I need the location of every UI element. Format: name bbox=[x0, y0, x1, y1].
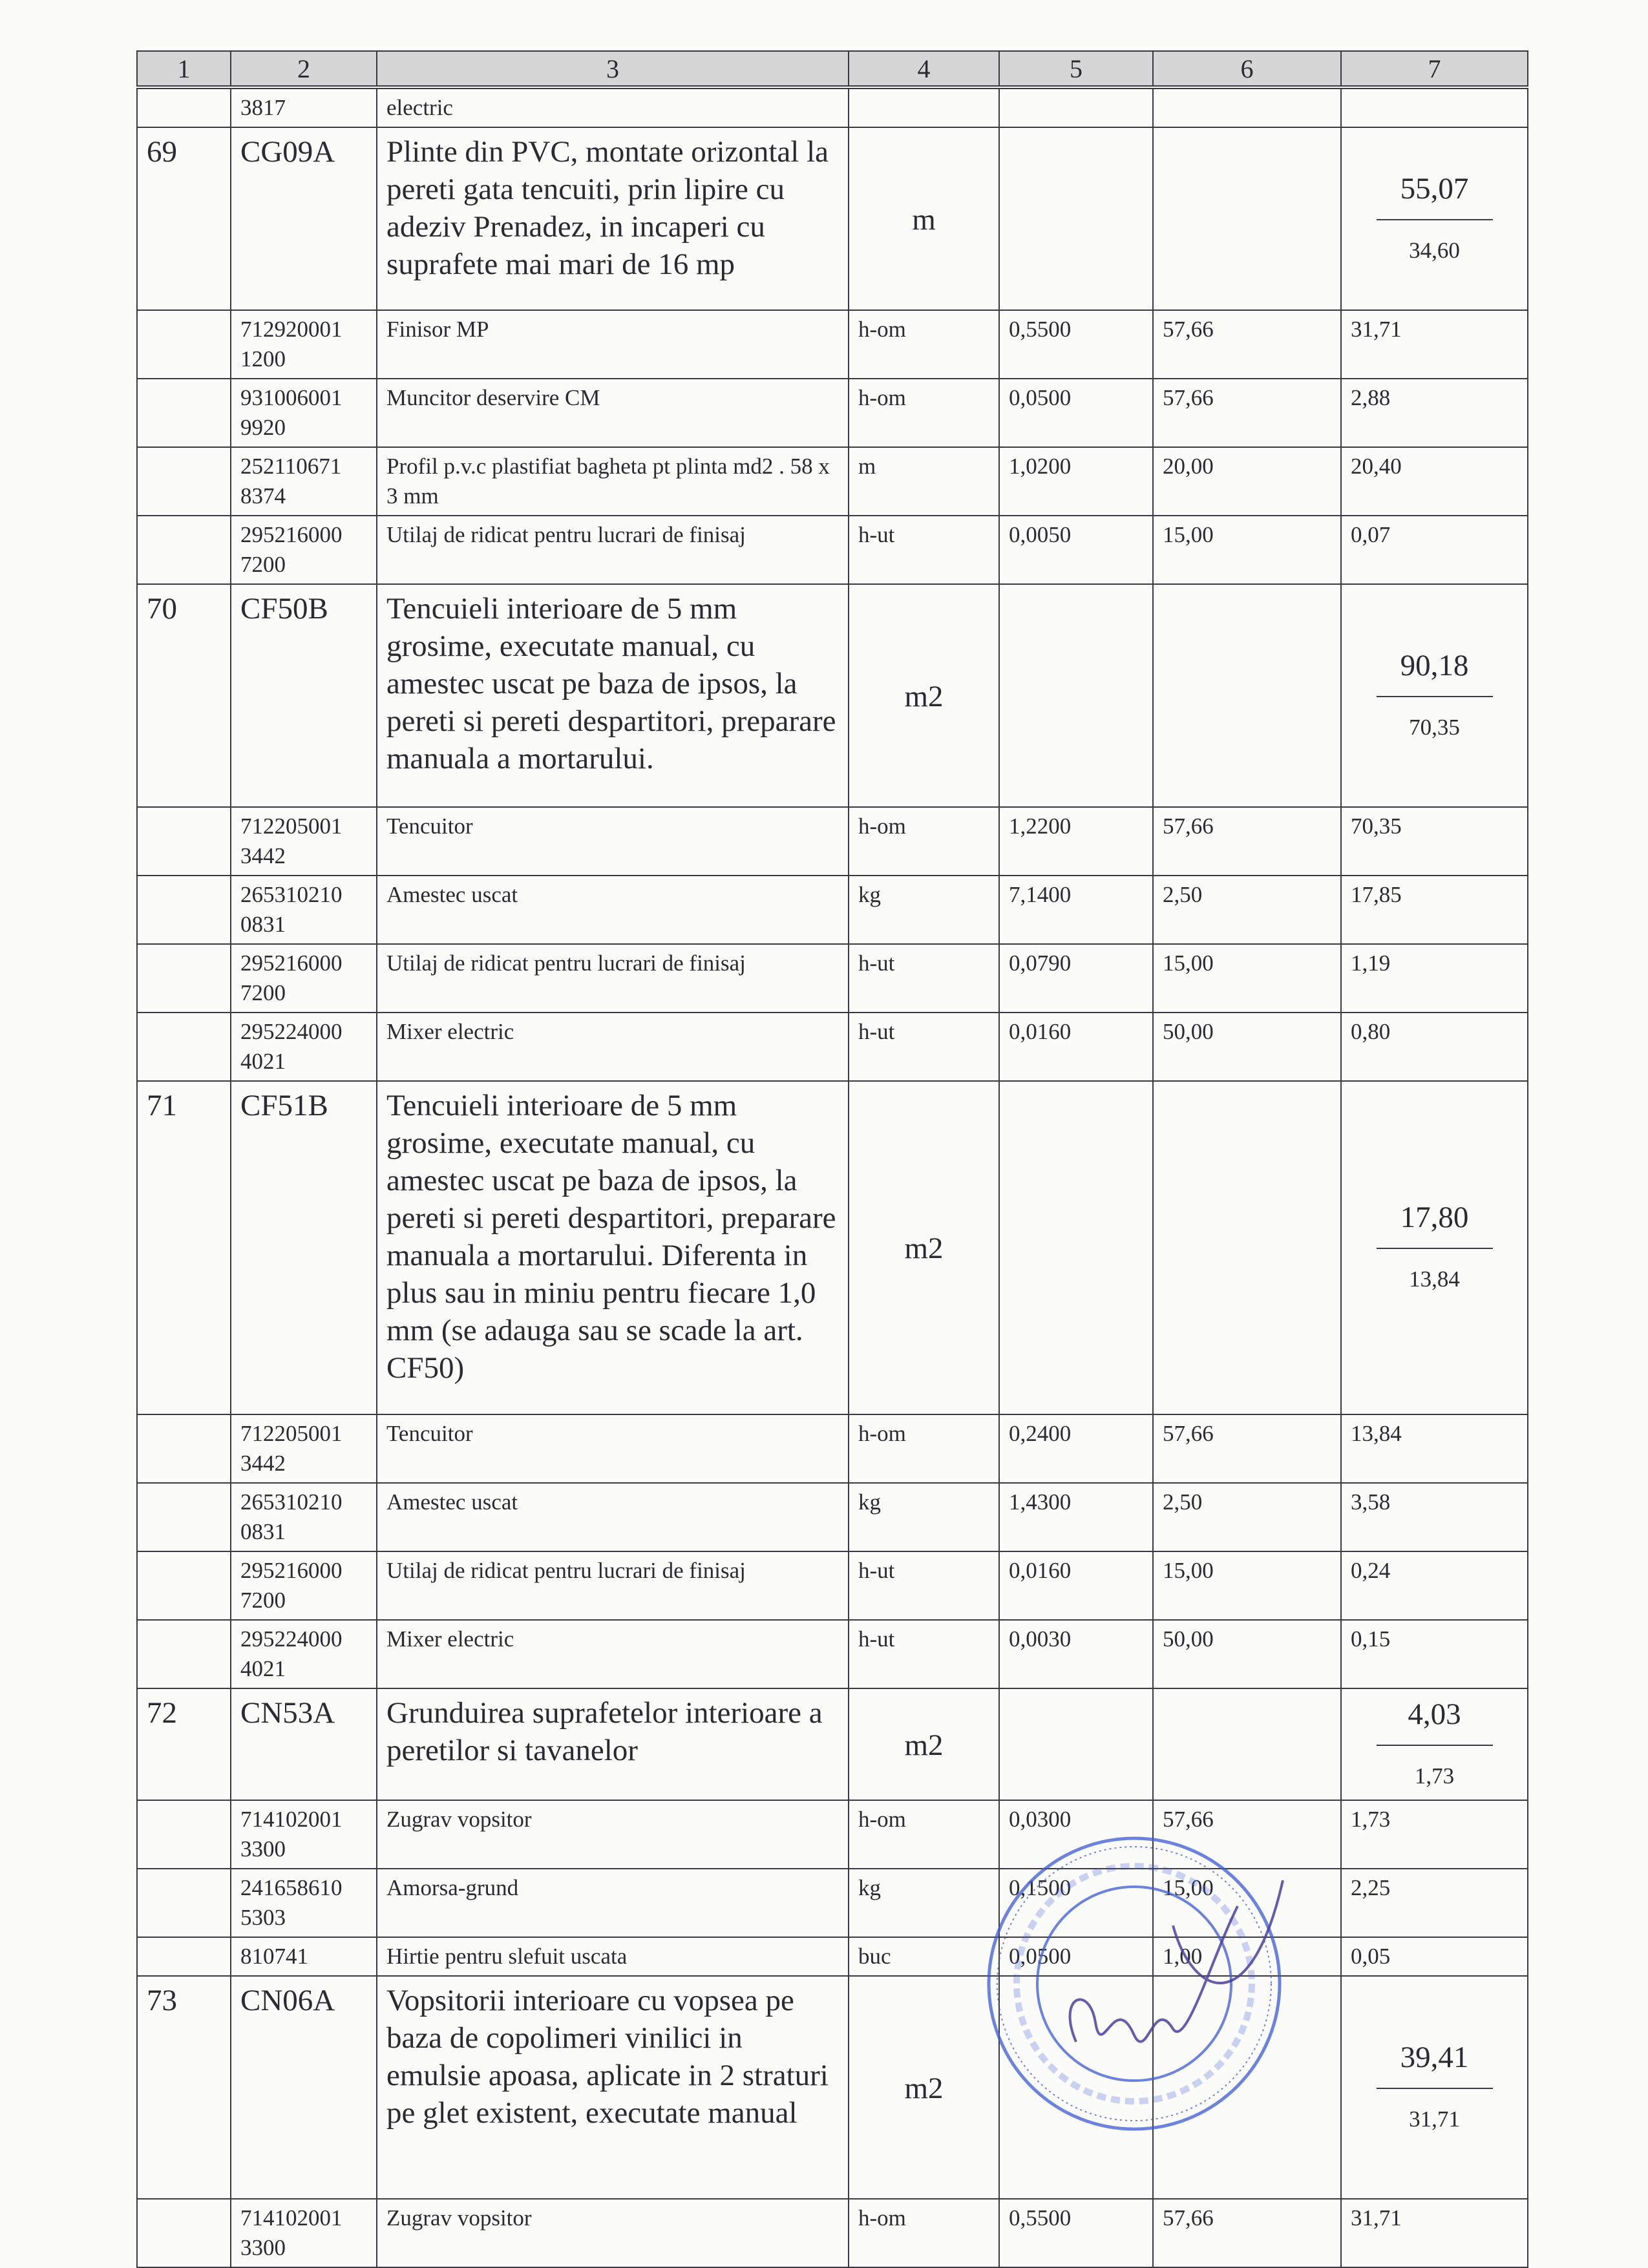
description: Profil p.v.c plastifiat bagheta pt plinta md2 . 58 x 3 mm bbox=[377, 447, 849, 516]
unit-price: 57,66 bbox=[1153, 807, 1341, 876]
description: Plinte din PVC, montate orizontal la pereti gata tencuiti, prin lipire cu adeziv Prenadez, in incaperi cu suprafete mai mari de 16 mp bbox=[377, 127, 849, 310]
unit-price: 57,66 bbox=[1153, 1800, 1341, 1869]
total-cell bbox=[1341, 1081, 1528, 1414]
total: 17,85 bbox=[1341, 876, 1528, 944]
description: Utilaj de ridicat pentru lucrari de finisaj bbox=[377, 1551, 849, 1620]
resource-row bbox=[137, 1013, 1528, 1081]
quantity: 0,1500 bbox=[999, 1869, 1153, 1937]
resource-row bbox=[137, 1551, 1528, 1620]
resource-row bbox=[137, 2199, 1528, 2267]
norm-code: 714102001 3300 bbox=[231, 1800, 377, 1869]
article-row bbox=[137, 127, 1528, 310]
unit: m bbox=[849, 447, 999, 516]
col-header: 4 bbox=[849, 51, 999, 87]
description: Tencuitor bbox=[377, 807, 849, 876]
total: 0,80 bbox=[1341, 1013, 1528, 1081]
total: 2,88 bbox=[1341, 379, 1528, 447]
article-row bbox=[137, 1688, 1528, 1800]
description: Zugrav vopsitor bbox=[377, 2199, 849, 2267]
resource-row bbox=[137, 1483, 1528, 1551]
unit: m2 bbox=[849, 1688, 999, 1800]
item-number bbox=[137, 876, 231, 944]
resource-row bbox=[137, 1800, 1528, 1869]
col-header: 1 bbox=[137, 51, 231, 87]
labor-value: 31,71 bbox=[1409, 2106, 1460, 2132]
norm-code: 252110671 8374 bbox=[231, 447, 377, 516]
resource-row bbox=[137, 944, 1528, 1013]
resource-row bbox=[137, 447, 1528, 516]
quantity: 1,4300 bbox=[999, 1483, 1153, 1551]
fraction-line bbox=[1377, 1745, 1493, 1746]
total-value: 90,18 bbox=[1400, 648, 1469, 682]
quantity bbox=[999, 127, 1153, 310]
description: Muncitor deservire CM bbox=[377, 379, 849, 447]
item-number bbox=[137, 1551, 231, 1620]
total: 70,35 bbox=[1341, 807, 1528, 876]
fraction-line bbox=[1377, 696, 1493, 697]
total: 3,58 bbox=[1341, 1483, 1528, 1551]
unit-price: 15,00 bbox=[1153, 1551, 1341, 1620]
labor-value: 70,35 bbox=[1409, 714, 1460, 740]
total-value: 39,41 bbox=[1400, 2040, 1469, 2074]
column-number-header bbox=[137, 51, 1528, 87]
norm-code: CN53A bbox=[231, 1688, 377, 1800]
fraction-line bbox=[1377, 2088, 1493, 2089]
quantity: 0,0160 bbox=[999, 1013, 1153, 1081]
quantity bbox=[999, 1081, 1153, 1414]
unit: h-ut bbox=[849, 1620, 999, 1688]
resource-row bbox=[137, 807, 1528, 876]
unit-price: 57,66 bbox=[1153, 379, 1341, 447]
quantity: 0,5500 bbox=[999, 2199, 1153, 2267]
col-header: 5 bbox=[999, 51, 1153, 87]
resource-row bbox=[137, 379, 1528, 447]
description: electric bbox=[377, 87, 849, 127]
total: 31,71 bbox=[1341, 310, 1528, 379]
norm-code: CN06A bbox=[231, 1976, 377, 2199]
quantity bbox=[999, 584, 1153, 807]
item-number bbox=[137, 1869, 231, 1937]
article-row bbox=[137, 1976, 1528, 2199]
norm-code: 931006001 9920 bbox=[231, 379, 377, 447]
unit: kg bbox=[849, 1869, 999, 1937]
resource-row bbox=[137, 1869, 1528, 1937]
resource-row bbox=[137, 1937, 1528, 1976]
item-number: 72 bbox=[137, 1688, 231, 1800]
item-number bbox=[137, 447, 231, 516]
fraction-line bbox=[1377, 219, 1493, 220]
quantity bbox=[999, 1688, 1153, 1800]
unit-price: 15,00 bbox=[1153, 516, 1341, 584]
description: Mixer electric bbox=[377, 1013, 849, 1081]
labor-value: 34,60 bbox=[1409, 237, 1460, 263]
norm-code: 810741 bbox=[231, 1937, 377, 1976]
norm-code: 295216000 7200 bbox=[231, 1551, 377, 1620]
item-number bbox=[137, 1414, 231, 1483]
total: 2,25 bbox=[1341, 1869, 1528, 1937]
quantity: 7,1400 bbox=[999, 876, 1153, 944]
quantity: 0,2400 bbox=[999, 1414, 1153, 1483]
col-header: 2 bbox=[231, 51, 377, 87]
unit: h-om bbox=[849, 379, 999, 447]
norm-code: 295216000 7200 bbox=[231, 516, 377, 584]
quantity: 0,0500 bbox=[999, 379, 1153, 447]
norm-code: 714102001 3300 bbox=[231, 2199, 377, 2267]
quantity: 1,2200 bbox=[999, 807, 1153, 876]
norm-code: 265310210 0831 bbox=[231, 876, 377, 944]
unit: m2 bbox=[849, 1976, 999, 2199]
quantity bbox=[999, 87, 1153, 127]
item-number bbox=[137, 379, 231, 447]
quantity bbox=[999, 1976, 1153, 2199]
total: 0,24 bbox=[1341, 1551, 1528, 1620]
norm-code: 241658610 5303 bbox=[231, 1869, 377, 1937]
total-cell bbox=[1341, 1688, 1528, 1800]
item-number bbox=[137, 807, 231, 876]
article-row bbox=[137, 584, 1528, 807]
description: Zugrav vopsitor bbox=[377, 1800, 849, 1869]
resource-row bbox=[137, 310, 1528, 379]
resource-row bbox=[137, 87, 1528, 127]
resource-row bbox=[137, 1414, 1528, 1483]
norm-code: CG09A bbox=[231, 127, 377, 310]
unit-price: 50,00 bbox=[1153, 1620, 1341, 1688]
item-number bbox=[137, 516, 231, 584]
unit-price: 2,50 bbox=[1153, 1483, 1341, 1551]
quantity: 0,0300 bbox=[999, 1800, 1153, 1869]
unit: buc bbox=[849, 1937, 999, 1976]
description: Grunduirea suprafetelor interioare a peretilor si tavanelor bbox=[377, 1688, 849, 1800]
norm-code: 295216000 7200 bbox=[231, 944, 377, 1013]
unit-price: 57,66 bbox=[1153, 310, 1341, 379]
norm-code: CF51B bbox=[231, 1081, 377, 1414]
unit-price: 57,66 bbox=[1153, 2199, 1341, 2267]
unit-price: 20,00 bbox=[1153, 447, 1341, 516]
unit: kg bbox=[849, 1483, 999, 1551]
unit-price bbox=[1153, 1976, 1341, 2199]
item-number: 69 bbox=[137, 127, 231, 310]
unit: m bbox=[849, 127, 999, 310]
item-number bbox=[137, 1013, 231, 1081]
col-header: 3 bbox=[377, 51, 849, 87]
article-row bbox=[137, 1081, 1528, 1414]
quantity: 0,0500 bbox=[999, 1937, 1153, 1976]
unit: h-ut bbox=[849, 516, 999, 584]
item-number: 73 bbox=[137, 1976, 231, 2199]
labor-value: 13,84 bbox=[1409, 1266, 1460, 1292]
unit-price: 1,00 bbox=[1153, 1937, 1341, 1976]
item-number bbox=[137, 1800, 231, 1869]
item-number bbox=[137, 944, 231, 1013]
description: Vopsitorii interioare cu vopsea pe baza de copolimeri vinilici in emulsie apoasa, aplicate in 2 straturi pe glet existent, executate manual bbox=[377, 1976, 849, 2199]
unit-price: 2,50 bbox=[1153, 876, 1341, 944]
description: Utilaj de ridicat pentru lucrari de finisaj bbox=[377, 944, 849, 1013]
item-number bbox=[137, 1483, 231, 1551]
col-header: 6 bbox=[1153, 51, 1341, 87]
unit-price: 15,00 bbox=[1153, 944, 1341, 1013]
item-number bbox=[137, 310, 231, 379]
quantity: 0,5500 bbox=[999, 310, 1153, 379]
col-header: 7 bbox=[1341, 51, 1528, 87]
total: 13,84 bbox=[1341, 1414, 1528, 1483]
total: 1,19 bbox=[1341, 944, 1528, 1013]
quantity: 0,0030 bbox=[999, 1620, 1153, 1688]
total-value: 55,07 bbox=[1400, 171, 1469, 205]
norm-code: 712205001 3442 bbox=[231, 807, 377, 876]
norm-code: CF50B bbox=[231, 584, 377, 807]
description: Amestec uscat bbox=[377, 1483, 849, 1551]
norm-code: 265310210 0831 bbox=[231, 1483, 377, 1551]
total-cell bbox=[1341, 127, 1528, 310]
unit-price: 57,66 bbox=[1153, 1414, 1341, 1483]
unit-price bbox=[1153, 1081, 1341, 1414]
total-value: 4,03 bbox=[1408, 1697, 1461, 1731]
unit: h-om bbox=[849, 807, 999, 876]
total: 31,71 bbox=[1341, 2199, 1528, 2267]
resource-row bbox=[137, 1620, 1528, 1688]
unit bbox=[849, 87, 999, 127]
estimate-table bbox=[136, 50, 1528, 2268]
unit-price bbox=[1153, 1688, 1341, 1800]
unit-price: 15,00 bbox=[1153, 1869, 1341, 1937]
fraction-line bbox=[1377, 1248, 1493, 1249]
item-number: 71 bbox=[137, 1081, 231, 1414]
total: 20,40 bbox=[1341, 447, 1528, 516]
total: 1,73 bbox=[1341, 1800, 1528, 1869]
norm-code: 712205001 3442 bbox=[231, 1414, 377, 1483]
description: Finisor MP bbox=[377, 310, 849, 379]
description: Amestec uscat bbox=[377, 876, 849, 944]
description: Hirtie pentru slefuit uscata bbox=[377, 1937, 849, 1976]
description: Tencuieli interioare de 5 mm grosime, executate manual, cu amestec uscat pe baza de ipsos, la pereti si pereti despartitori, preparare manuala a mortarului. Diferenta in plus sau in miniu pentru fiecare 1,0 mm (se adauga sau se scade la art. CF50) bbox=[377, 1081, 849, 1414]
total: 0,15 bbox=[1341, 1620, 1528, 1688]
unit-price bbox=[1153, 87, 1341, 127]
resource-row bbox=[137, 516, 1528, 584]
unit: h-om bbox=[849, 1800, 999, 1869]
unit-price: 50,00 bbox=[1153, 1013, 1341, 1081]
item-number bbox=[137, 1620, 231, 1688]
unit: h-om bbox=[849, 310, 999, 379]
total-cell bbox=[1341, 1976, 1528, 2199]
total bbox=[1341, 87, 1528, 127]
item-number: 70 bbox=[137, 584, 231, 807]
quantity: 0,0050 bbox=[999, 516, 1153, 584]
quantity: 0,0160 bbox=[999, 1551, 1153, 1620]
labor-value: 1,73 bbox=[1414, 1763, 1455, 1789]
unit: h-om bbox=[849, 2199, 999, 2267]
quantity: 0,0790 bbox=[999, 944, 1153, 1013]
description: Mixer electric bbox=[377, 1620, 849, 1688]
item-number bbox=[137, 1937, 231, 1976]
description: Tencuitor bbox=[377, 1414, 849, 1483]
norm-code: 3817 bbox=[231, 87, 377, 127]
total: 0,05 bbox=[1341, 1937, 1528, 1976]
unit: h-ut bbox=[849, 1551, 999, 1620]
item-number bbox=[137, 2199, 231, 2267]
total: 0,07 bbox=[1341, 516, 1528, 584]
unit: kg bbox=[849, 876, 999, 944]
norm-code: 295224000 4021 bbox=[231, 1620, 377, 1688]
unit-price bbox=[1153, 127, 1341, 310]
description: Amorsa-grund bbox=[377, 1869, 849, 1937]
unit: m2 bbox=[849, 584, 999, 807]
total-value: 17,80 bbox=[1400, 1201, 1469, 1234]
unit: h-om bbox=[849, 1414, 999, 1483]
description: Utilaj de ridicat pentru lucrari de finisaj bbox=[377, 516, 849, 584]
item-number bbox=[137, 87, 231, 127]
quantity: 1,0200 bbox=[999, 447, 1153, 516]
norm-code: 712920001 1200 bbox=[231, 310, 377, 379]
unit: m2 bbox=[849, 1081, 999, 1414]
description: Tencuieli interioare de 5 mm grosime, executate manual, cu amestec uscat pe baza de ipsos, la pereti si pereti despartitori, preparare manuala a mortarului. bbox=[377, 584, 849, 807]
total-cell bbox=[1341, 584, 1528, 807]
unit-price bbox=[1153, 584, 1341, 807]
norm-code: 295224000 4021 bbox=[231, 1013, 377, 1081]
unit: h-ut bbox=[849, 1013, 999, 1081]
unit: h-ut bbox=[849, 944, 999, 1013]
resource-row bbox=[137, 876, 1528, 944]
